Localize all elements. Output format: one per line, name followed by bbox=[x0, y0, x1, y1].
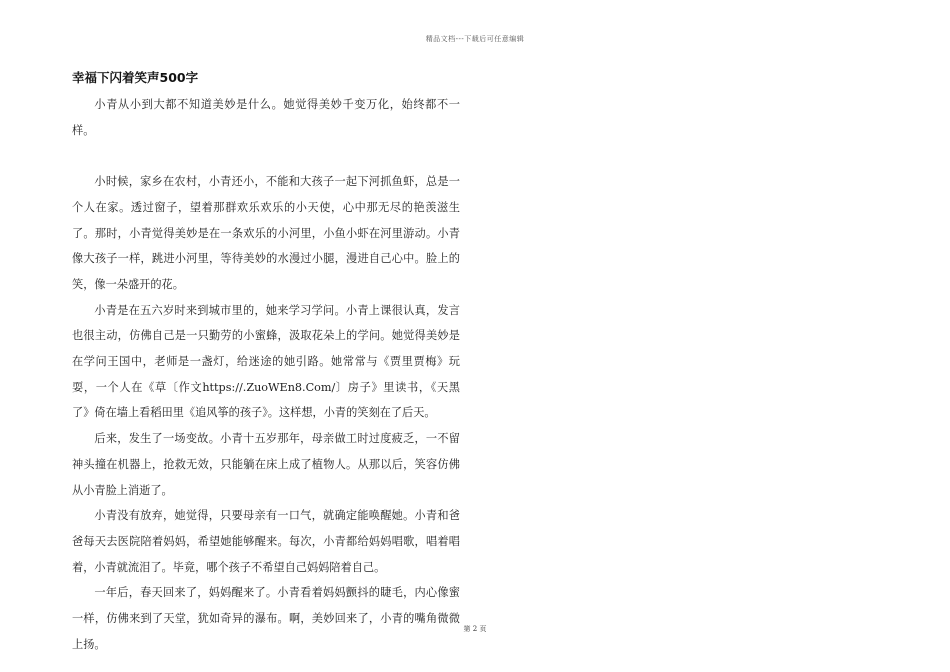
document-body bbox=[72, 92, 460, 657]
paragraph-accident: 后来，发生了一场变故。小青十五岁那年，母亲做工时过度疲乏，一不留神头撞在机器上，抢救无效，只能躺在床上成了植物人。从那以后，笑容仿佛从小青脸上消逝了。 bbox=[72, 432, 460, 497]
paragraph-hospital: 小青没有放弃，她觉得，只要母亲有一口气，就确定能唤醒她。小青和爸爸每天去医院陪着妈妈，希望她能够醒来。每次，小青都给妈妈唱歌，唱着唱着，小青就流泪了。毕竟，哪个孩子不希望自己妈妈陪着自己。 bbox=[72, 509, 460, 574]
document-title: 幸福下闪着笑声500字 bbox=[72, 70, 199, 85]
paragraph-city-study: 小青是在五六岁时来到城市里的，她来学习学问。小青上课很认真，发言也很主动，仿佛自己是一只勤劳的小蜜蜂，汲取花朵上的学问。她觉得美妙是在学问王国中，老师是一盏灯，给迷途的她引路。她常常与《贾里贾梅》玩耍，一个人在《草〔作文https://.ZuoWEn8.Com/〕房子》里读书，《天黑了》倚在墙上看稻田里《追风筝的孩子》。这样想，小青的笑刻在了后天。 bbox=[72, 303, 460, 420]
paragraph-childhood: 小时候，家乡在农村，小青还小，不能和大孩子一起下河抓鱼虾，总是一个人在家。透过窗子，望着那群欢乐欢乐的小天使，心中那无尽的艳羡滋生了。那时，小青觉得美妙是在一条欢乐的小河里，小鱼小虾在河里游动。小青像大孩子一样，跳进小河里，等待美妙的水漫过小腿，漫进自己心中。脸上的笑，像一朵盛开的花。 bbox=[72, 175, 460, 291]
page-number: 第 2 页 bbox=[463, 625, 487, 633]
paragraph-intro: 小青从小到大都不知道美妙是什么。她觉得美妙千变万化，始终都不一样。 bbox=[72, 98, 460, 137]
paragraph-recovery: 一年后，春天回来了，妈妈醒来了。小青看着妈妈颤抖的睫毛，内心像蜜一样，仿佛来到了天堂，犹如奇异的瀑布。啊，美妙回来了，小青的嘴角微微上扬。 bbox=[72, 586, 460, 651]
page-header-note: 精品文档---下载后可任意编辑 bbox=[425, 35, 525, 43]
